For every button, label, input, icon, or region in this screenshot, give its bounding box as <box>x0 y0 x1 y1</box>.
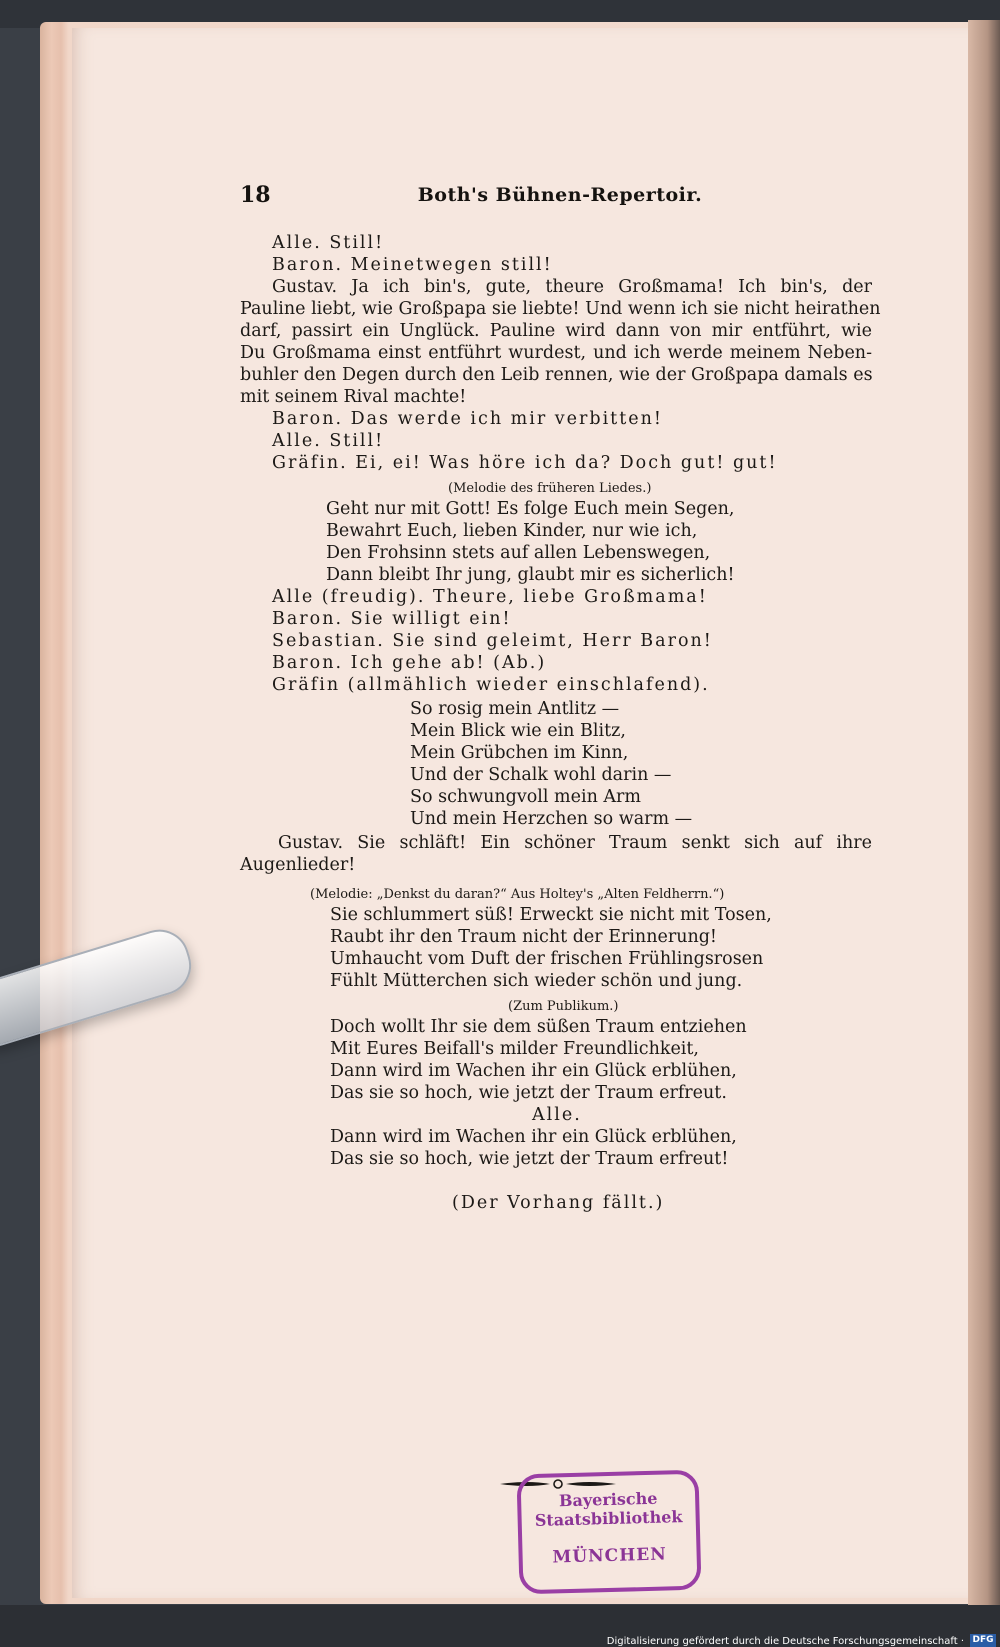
verse-line: Umhaucht vom Duft der frischen Frühlingsrosen <box>330 949 764 969</box>
text-line: Baron. Das werde ich mir verbitten! <box>272 409 663 429</box>
verse-line: Mein Grübchen im Kinn, <box>410 743 629 763</box>
text-line: Gräfin. Ei, ei! Was höre ich da? Doch gut! gut! <box>272 453 778 473</box>
dfg-logo-icon: DFG <box>970 1634 996 1647</box>
verse-line: Mit Eures Beifall's milder Freundlichkeit, <box>330 1039 699 1059</box>
text-line: buhler den Degen durch den Leib rennen, wie der Großpapa damals es <box>240 365 873 385</box>
text-line: Pauline liebt, wie Großpapa sie liebte! Und wenn ich sie nicht heirathen <box>240 299 881 319</box>
speaker-label: Alle. <box>532 1105 582 1125</box>
verse-line: Sie schlummert süß! Erweckt sie nicht mit Tosen, <box>330 905 772 925</box>
text-line: Alle (freudig). Theure, liebe Großmama! <box>272 587 708 607</box>
text-line: Sebastian. Sie sind geleimt, Herr Baron! <box>272 631 713 651</box>
curtain-line: (Der Vorhang fällt.) <box>452 1193 665 1213</box>
verse-line: Dann wird im Wachen ihr ein Glück erblühen, <box>330 1061 737 1081</box>
verse-line: Dann bleibt Ihr jung, glaubt mir es sicherlich! <box>326 565 735 585</box>
verse-line: So rosig mein Antlitz — <box>410 699 620 719</box>
verse-line: Das sie so hoch, wie jetzt der Traum erfreut! <box>330 1149 729 1169</box>
verse-line: So schwungvoll mein Arm <box>410 787 642 807</box>
verse-line: Und der Schalk wohl darin — <box>410 765 672 785</box>
text-line: Baron. Ich gehe ab! (Ab.) <box>272 653 547 673</box>
text-line: Alle. Still! <box>272 431 385 451</box>
running-head: Both's Bühnen-Repertoir. <box>417 184 703 206</box>
verse-line: Und mein Herzchen so warm — <box>410 809 693 829</box>
stage-direction: (Melodie: „Denkst du daran?“ Aus Holtey's „Alten Feldherrn.“) <box>310 887 725 902</box>
page-header <box>240 182 880 212</box>
text-line: Gustav. Sie schläft! Ein schöner Traum senkt sich auf ihre <box>278 833 872 853</box>
library-stamp <box>516 1470 701 1595</box>
digitization-credit: Digitalisierung gefördert durch die Deutsche Forschungsgemeinschaft · <box>606 1636 964 1647</box>
verse-line: Das sie so hoch, wie jetzt der Traum erfreut. <box>330 1083 727 1103</box>
stamp-line: Staatsbibliothek <box>534 1507 683 1530</box>
stamp-line: MÜNCHEN <box>552 1544 668 1568</box>
verse-line: Den Frohsinn stets auf allen Lebenswegen, <box>326 543 711 563</box>
verse-line: Bewahrt Euch, lieben Kinder, nur wie ich, <box>326 521 698 541</box>
text-line: Augenlieder! <box>240 855 356 875</box>
stage-direction: (Zum Publikum.) <box>508 999 619 1014</box>
text-line: Gustav. Ja ich bin's, gute, theure Großmama! Ich bin's, der <box>272 277 872 297</box>
page-number: 18 <box>240 182 271 208</box>
text-line: Du Großmama einst entführt wurdest, und ich werde meinem Neben- <box>240 343 872 363</box>
verse-line: Geht nur mit Gott! Es folge Euch mein Segen, <box>326 499 735 519</box>
verse-line: Raubt ihr den Traum nicht der Erinnerung! <box>330 927 717 947</box>
verse-line: Doch wollt Ihr sie dem süßen Traum entziehen <box>330 1017 747 1037</box>
text-line: Baron. Meinetwegen still! <box>272 255 553 275</box>
verse-line: Fühlt Mütterchen sich wieder schön und jung. <box>330 971 743 991</box>
text-line: mit seinem Rival machte! <box>240 387 467 407</box>
text-line: Alle. Still! <box>272 233 385 253</box>
verse-line: Mein Blick wie ein Blitz, <box>410 721 626 741</box>
text-line: Gräfin (allmählich wieder einschlafend). <box>272 675 710 695</box>
verse-line: Dann wird im Wachen ihr ein Glück erblühen, <box>330 1127 737 1147</box>
stage-direction: (Melodie des früheren Liedes.) <box>448 481 652 496</box>
text-line: darf, passirt ein Unglück. Pauline wird dann von mir entführt, wie <box>240 321 872 341</box>
text-line: Baron. Sie willigt ein! <box>272 609 512 629</box>
stamp-line: Bayerische <box>558 1488 658 1511</box>
